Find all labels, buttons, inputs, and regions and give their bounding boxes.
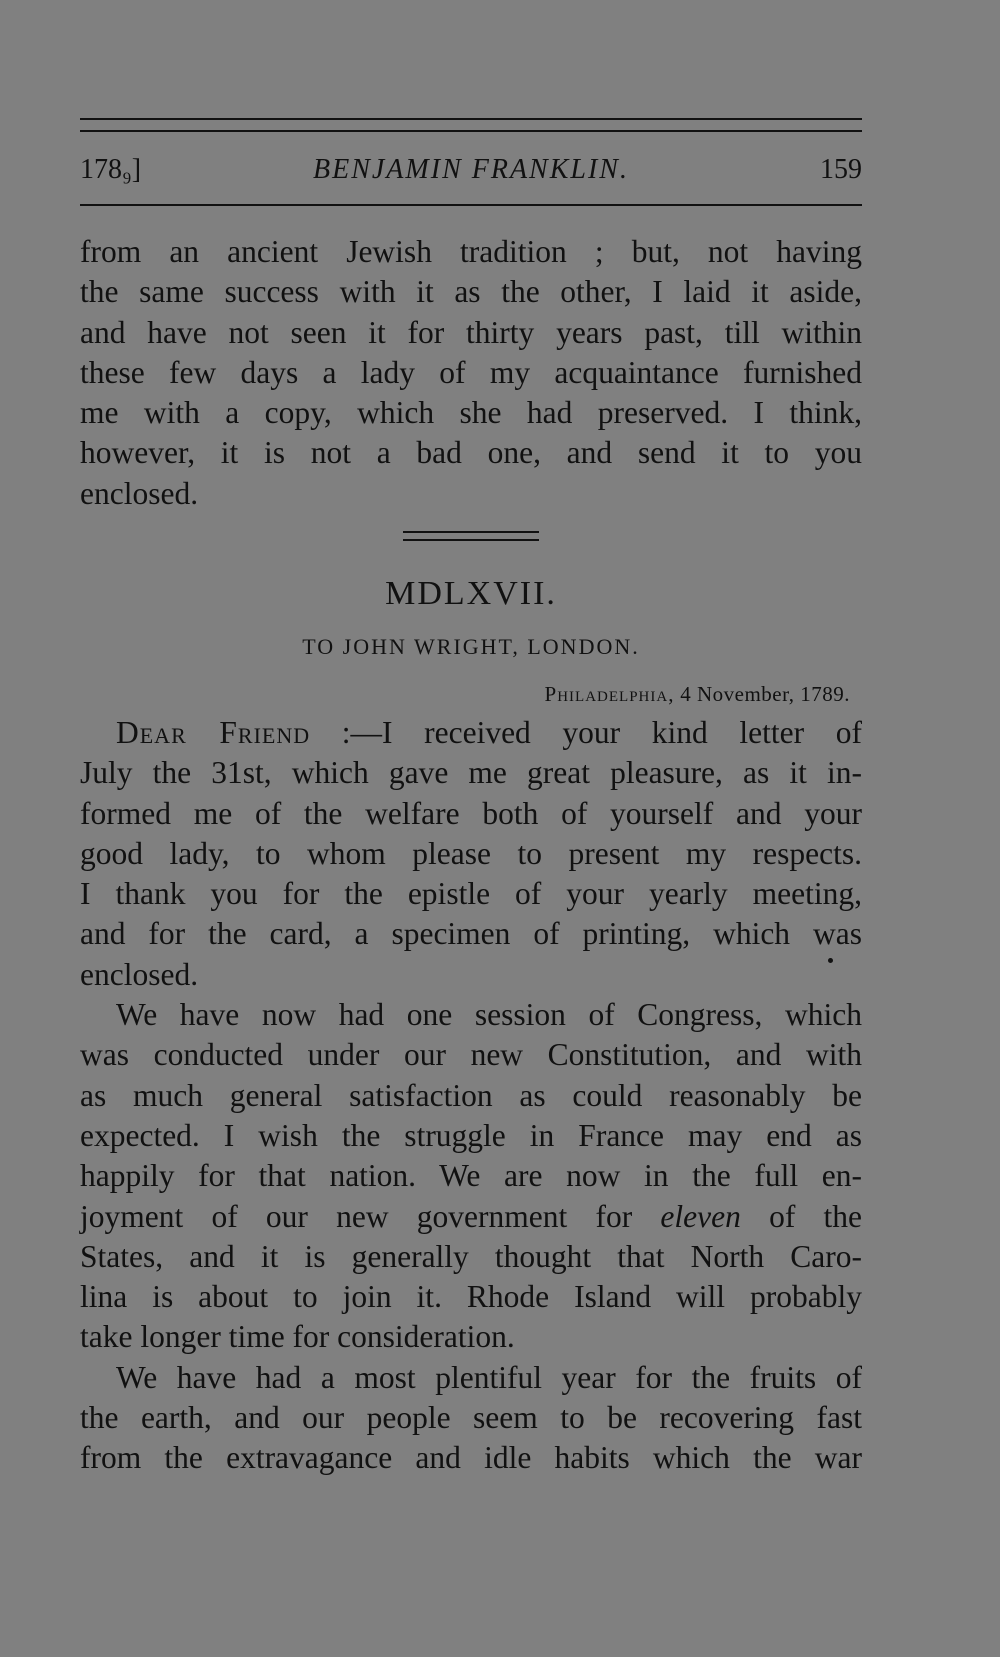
text-line: however, it is not a bad one, and send it to you bbox=[80, 435, 862, 471]
emphasis-eleven: eleven bbox=[660, 1198, 741, 1234]
text-line: the earth, and our people seem to be recovering fast bbox=[80, 1400, 862, 1436]
running-head-year: 178₉] bbox=[80, 154, 142, 185]
text-line: from an ancient Jewish tradition ; but, not having bbox=[80, 234, 862, 269]
text-line: me with a copy, which she had preserved. I think, bbox=[80, 395, 862, 431]
letter-number: MDLXVII. bbox=[385, 575, 557, 612]
page-number: 159 bbox=[820, 154, 862, 185]
print-speck bbox=[828, 958, 833, 963]
text-line: I thank you for the epistle of your yearly meeting, bbox=[80, 876, 862, 912]
text-line: Dear Friend :—I received your kind letter of bbox=[116, 715, 863, 750]
running-head-title: BENJAMIN FRANKLIN. bbox=[313, 154, 629, 185]
text-line: these few days a lady of my acquaintance furnished bbox=[80, 354, 862, 390]
text-line: enclosed. bbox=[80, 475, 199, 511]
dateline-place: Philadelphia, bbox=[544, 682, 675, 706]
running-head bbox=[80, 150, 862, 190]
text-line: the same success with it as the other, I laid it aside, bbox=[80, 274, 862, 310]
text-line: and have not seen it for thirty years past, till within bbox=[80, 314, 862, 350]
dateline-date: 4 November, 1789. bbox=[680, 682, 850, 706]
text-line: happily for that nation. We are now in the full en- bbox=[80, 1158, 862, 1194]
text-line: July the 31st, which gave me great pleasure, as it in- bbox=[80, 755, 862, 791]
letter-dateline bbox=[545, 682, 850, 707]
text-line: States, and it is generally thought that North Caro- bbox=[80, 1238, 862, 1274]
letter-addressee: TO JOHN WRIGHT, LONDON. bbox=[302, 634, 640, 659]
text-line: enclosed. bbox=[80, 956, 199, 992]
text-line: joyment of our new government for eleven of the bbox=[80, 1198, 862, 1234]
text-line: was conducted under our new Constitution, and with bbox=[80, 1037, 862, 1073]
book-page bbox=[80, 0, 862, 1657]
letter-body bbox=[80, 713, 862, 1479]
text-line: We have now had one session of Congress, which bbox=[116, 997, 862, 1033]
text-line: good lady, to whom please to present my respects. bbox=[80, 835, 862, 871]
header-rule-top bbox=[80, 118, 862, 120]
text-line: from the extravagance and idle habits which the war bbox=[80, 1440, 862, 1476]
header-rule-second bbox=[80, 130, 862, 132]
text-line: We have had a most plentiful year for the fruits of bbox=[116, 1359, 862, 1395]
text-line: take longer time for consideration. bbox=[80, 1319, 515, 1355]
text-line: lina is about to join it. Rhode Island will probably bbox=[80, 1279, 862, 1315]
text-line: and for the card, a specimen of printing, which was bbox=[80, 916, 862, 952]
text-line: as much general satisfaction as could reasonably be bbox=[80, 1077, 862, 1113]
continued-paragraph bbox=[80, 232, 862, 514]
salutation: Dear Friend bbox=[116, 715, 311, 750]
text-line: formed me of the welfare both of yourself and your bbox=[80, 795, 862, 831]
text-line: expected. I wish the struggle in France may end as bbox=[80, 1117, 862, 1153]
section-divider bbox=[403, 531, 539, 541]
header-rule-bottom bbox=[80, 204, 862, 206]
